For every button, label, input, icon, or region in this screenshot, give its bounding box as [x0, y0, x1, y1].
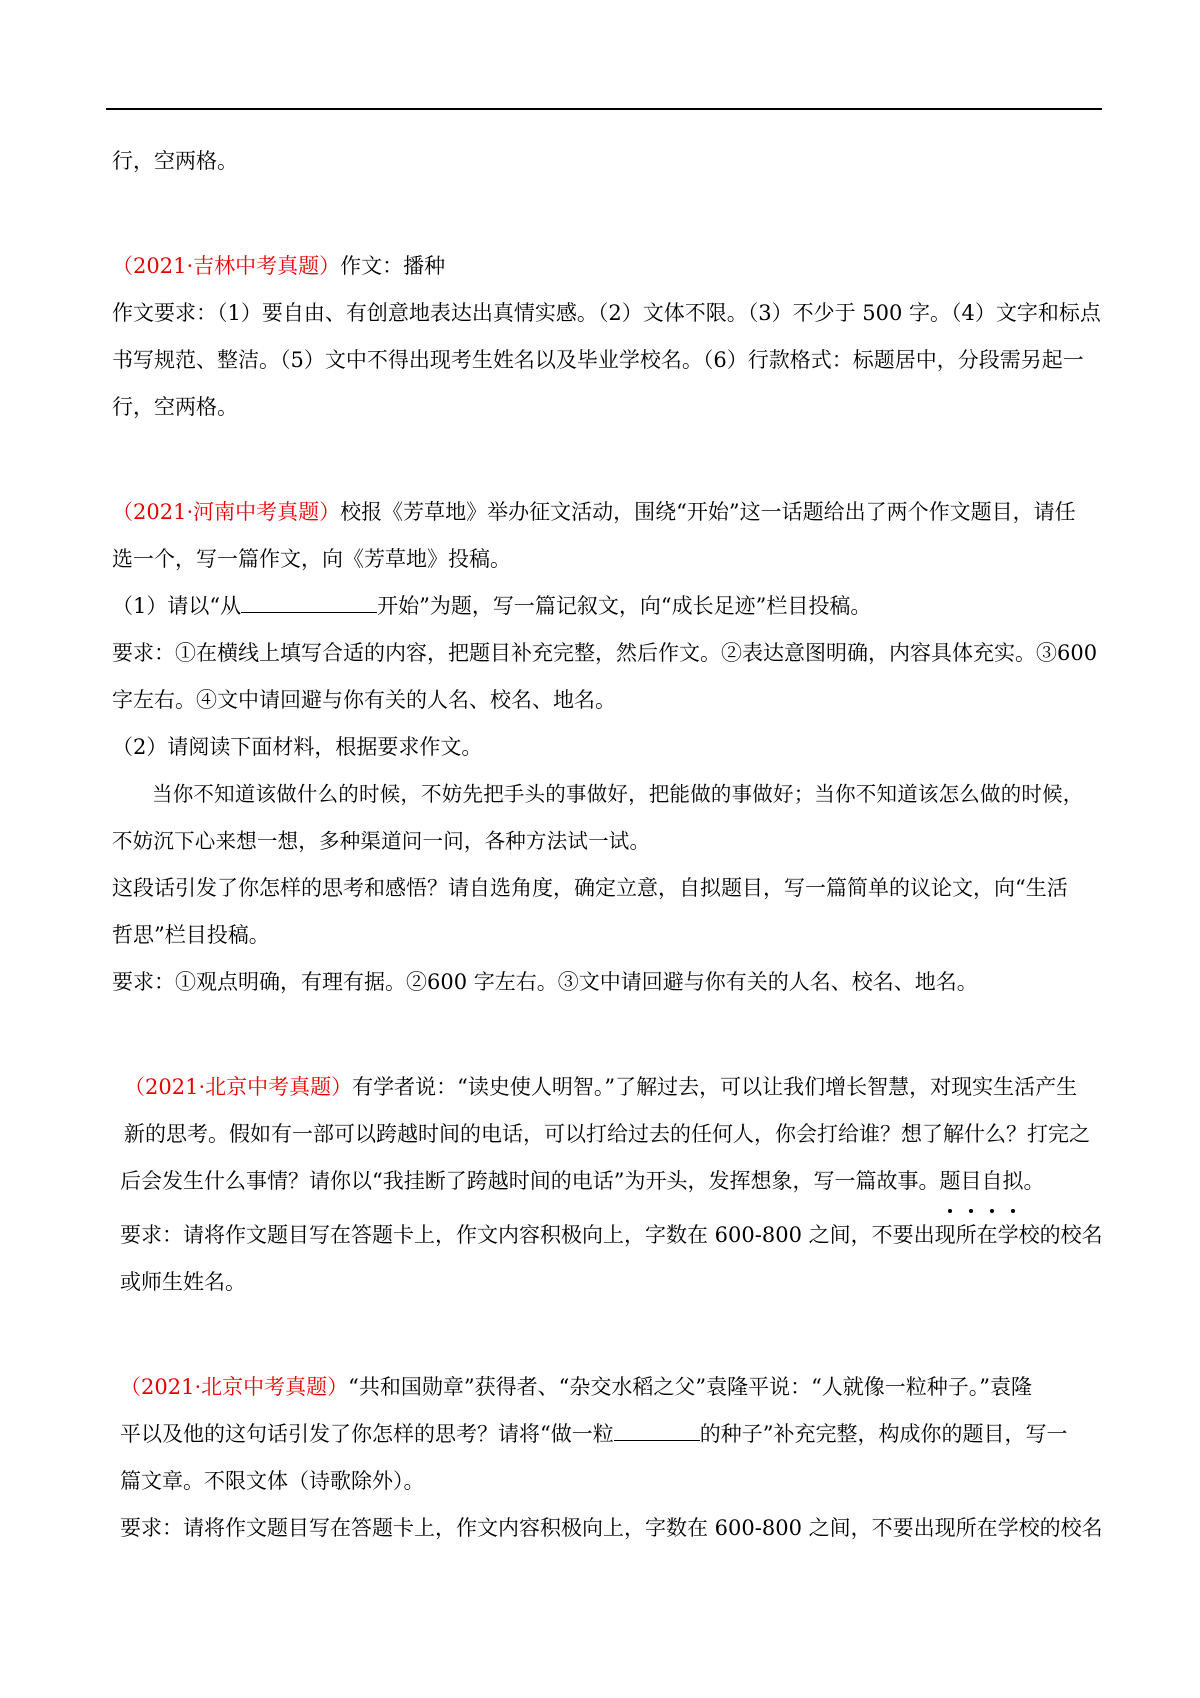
question-3-line-3 — [120, 1158, 1112, 1205]
question-3-requirements-line-2 — [120, 1259, 1112, 1306]
question-1-requirements-line-3 — [112, 384, 1104, 431]
question-title: 作文：播种 — [340, 254, 446, 278]
question-4-line-3 — [120, 1458, 1112, 1505]
requirements-text: 要求：①观点明确，有理有据。②600 字左右。③文中请回避与你有关的人名、校名、地名。 — [112, 970, 978, 994]
question-3-line-2 — [124, 1111, 1116, 1158]
source-tag: （2021·北京中考真题） — [124, 1075, 353, 1099]
question-text: 有学者说：“读史使人明智。”了解过去，可以让我们增长智慧，对现实生活产生 — [352, 1075, 1078, 1099]
requirements-text: 或师生姓名。 — [120, 1270, 246, 1294]
emphasis-char: 自 — [981, 1158, 1002, 1205]
fill-in-blank — [241, 593, 377, 613]
material-text: 不妨沉下心来想一想，多种渠道问一问，各种方法试一试。 — [112, 829, 651, 853]
question-text: 。 — [1023, 1169, 1045, 1193]
question-4-heading — [120, 1364, 1112, 1411]
requirements-text: 要求：①在横线上填写合适的内容，把题目补充完整，然后作文。②表达意图明确，内容具体充实。③600 — [112, 641, 1098, 665]
requirements-text: 要求：请将作文题目写在答题卡上，作文内容积极向上，字数在 600-800 之间，不要出现所在学校的校名 — [120, 1223, 1103, 1247]
question-1-heading — [112, 243, 1104, 290]
source-tag: （2021·北京中考真题） — [120, 1375, 349, 1399]
question-2-part-1 — [112, 583, 1104, 630]
continuation-text: 行，空两格。 — [112, 149, 238, 173]
question-1-requirements-line-1 — [112, 290, 1104, 337]
question-4-requirements-line-1 — [120, 1505, 1112, 1552]
question-2-prompt-line-1 — [112, 865, 1104, 912]
emphasis-char: 拟 — [1002, 1158, 1023, 1205]
question-text: 的种子”补充完整，构成你的题目，写一 — [699, 1422, 1068, 1446]
question-text: 篇文章。不限文体（诗歌除外）。 — [120, 1469, 425, 1493]
question-text: 新的思考。假如有一部可以跨越时间的电话，可以打给过去的任何人，你会打给谁？想了解什么？打完之 — [124, 1122, 1090, 1146]
material-text: 当你不知道该做什么的时候，不妨先把手头的事做好，把能做的事做好；当你不知道该怎么做的时候， — [152, 782, 1084, 806]
emphasis-char: 题 — [939, 1158, 960, 1205]
requirements-text: 行，空两格。 — [112, 395, 238, 419]
header-rule — [106, 108, 1102, 110]
material-quote-line-2 — [112, 818, 1104, 865]
question-3-requirements-line-1 — [120, 1212, 1112, 1259]
requirements-text: 字左右。④文中请回避与你有关的人名、校名、地名。 — [112, 688, 616, 712]
requirements-text: 书写规范、整洁。（5）文中不得出现考生姓名以及毕业学校名。（6）行款格式：标题居中，分段需另起一 — [112, 348, 1084, 372]
question-1-requirements-line-2 — [112, 337, 1104, 384]
question-text: 平以及他的这句话引发了你怎样的思考？请将“做一粒 — [120, 1422, 614, 1446]
question-text: 校报《芳草地》举办征文活动，围绕“开始”这一话题给出了两个作文题目，请任 — [340, 500, 1076, 524]
question-2-part-2 — [112, 724, 1104, 771]
question-4-line-2 — [120, 1411, 1112, 1458]
prompt-text: 这段话引发了你怎样的思考和感悟？请自选角度，确定立意，自拟题目，写一篇简单的议论文，向“生活 — [112, 876, 1068, 900]
part-text: 开始”为题，写一篇记叙文，向“成长足迹”栏目投稿。 — [377, 594, 872, 618]
paragraph-continuation — [112, 138, 1104, 185]
question-2-prompt-line-2 — [112, 912, 1104, 959]
requirements-text: 作文要求：（1）要自由、有创意地表达出真情实感。（2）文体不限。（3）不少于 500 字。（4）文字和标点 — [112, 301, 1101, 325]
question-2-requirements-line-3 — [112, 959, 1104, 1006]
source-tag: （2021·河南中考真题） — [112, 500, 341, 524]
requirements-text: 要求：请将作文题目写在答题卡上，作文内容积极向上，字数在 600-800 之间，不要出现所在学校的校名 — [120, 1516, 1103, 1540]
fill-in-blank — [614, 1421, 700, 1441]
question-2-line-2 — [112, 536, 1104, 583]
emphasis-char: 目 — [960, 1158, 981, 1205]
question-2-requirements-line-2 — [112, 677, 1104, 724]
question-text: “共和国勋章”获得者、“杂交水稻之父”袁隆平说：“人就像一粒种子。”袁隆 — [348, 1375, 1033, 1399]
source-tag: （2021·吉林中考真题） — [112, 254, 341, 278]
question-2-heading — [112, 489, 1104, 536]
material-quote-line-1 — [152, 771, 1106, 818]
part-text: （2）请阅读下面材料，根据要求作文。 — [112, 735, 483, 759]
question-2-requirements-line-1 — [112, 630, 1104, 677]
part-text: （1）请以“从 — [112, 594, 242, 618]
question-text: 后会发生什么事情？请你以“我挂断了跨越时间的电话”为开头，发挥想象，写一篇故事。 — [120, 1169, 940, 1193]
prompt-text: 哲思”栏目投稿。 — [112, 923, 270, 947]
question-3-heading — [124, 1064, 1116, 1111]
question-text: 选一个，写一篇作文，向《芳草地》投稿。 — [112, 547, 511, 571]
